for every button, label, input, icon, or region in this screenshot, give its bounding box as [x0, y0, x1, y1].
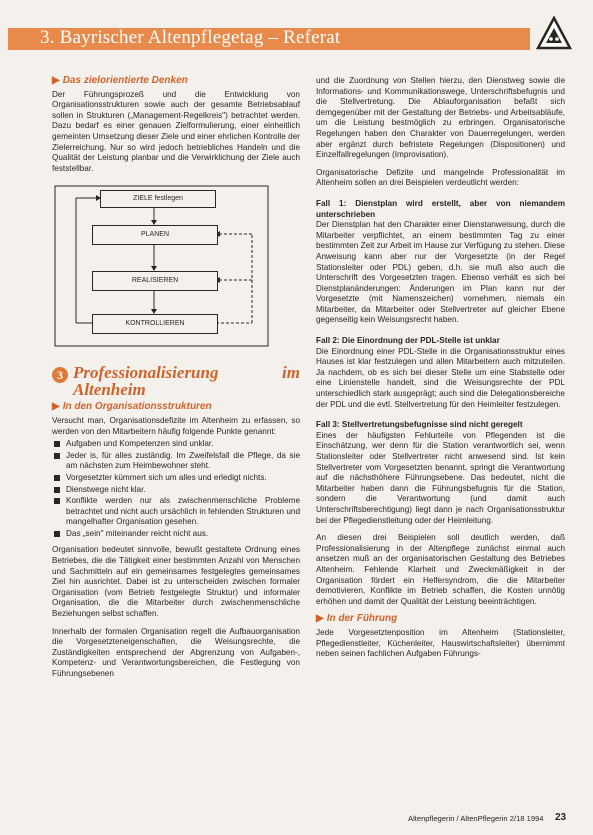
subheading-leadership-text: In der Führung [326, 613, 398, 625]
paragraph: Jede Vorgesetztenposition im Altenheim (Stationsleiter, Pflegedienstleiter, Küchenleiter, Hauswirtschaftsleiter) übernimmt neben seinen fachlichen Aufgaben Führungs- [316, 627, 565, 659]
left-column [52, 76, 300, 687]
right-column [316, 76, 565, 667]
deficit-list [52, 439, 300, 539]
case-2-title: Fall 2: Die Einordnung der PDL-Stelle ist unklar [316, 336, 500, 346]
paragraph: An diesen drei Beispielen soll deutlich werden, daß Professionalisierung in der Altenpflege zunächst einmal auch ansetzen muß an der organisatorischen Gestaltung des Betriebes Altenheim. Fehlende Klarheit und Zweckmäßigkeit in der Organisation fördert ein Helfersyndrom, die die Mitarbeiter demotivieren, Konflikte im Betrieb schaffen, die Kosten unnötig erhöhen und damit der Qualität der Leistung beeinträchtigen. [316, 533, 565, 606]
paragraph: Innerhalb der formalen Organisation regelt die Aufbauorganisation die Vorgesetzteneigenschaften, die Weisungsrechte, die Zuständigkeiten entsprechend der Abgrenzung von Aufgaben-, Kompetenz- und Verantwortungsbereichen, die Festlegung von Führungsebenen [52, 626, 300, 678]
paragraph: Der Führungsprozeß und die Entwicklung von Organisationsstrukturen sowie auch der gesamte Betriebsablauf sollen in Strukturen („Management-Regelkreis") betrachtet werden. Dazu bedarf es einer genauen Zielformulierung, einer einheitlich gemeinten Umsetzung dieser Ziele und einer ehrlichen Kontrolle der Zielerreichung. Nur so wird jedoch betriebliches Handeln und die Qualität der Leistung planbar und die Verwirklichung der Ziele auch feststellbar. [52, 89, 300, 173]
diagram-box-plan: PLANEN [92, 225, 218, 245]
case-1-title: Fall 1: Dienstplan wird erstellt, aber von niemandem unterschrieben [316, 198, 565, 219]
case-3-title: Fall 3: Stellvertretungsbefugnisse sind nicht geregelt [316, 420, 523, 430]
section-number: 3 [52, 367, 68, 383]
case-1-text: Der Dienstplan hat den Charakter einer Dienstanweisung, durch die Mitarbeiter verpflichtet, an einem bestimmten Tag zu einer bestimmten Zeit zur Arbeit im Hause zur Verfügung zu stehen. Diese Anweisung kann aber nur der Vorgesetzte (in der Regel Stationsleiter oder PDL) geben, d.h. sie muß also auch die Unterschrift des Vorgesetzten tragen. Ebenso verhält es sich bei Dienstplanänderungen: Änderungen im Plan kann nur der Vorgesetzte (mit Namenszeichen) vornehmen, niemals ein Mitarbeiter, da Mitarbeiter oder Stellvertreter auf gleicher Ebene gegenseitig kein Weisungsrecht haben. [316, 220, 565, 325]
subheading-goal-thinking: ▶ Das zielorientierte Denken [52, 75, 188, 86]
paragraph: Versucht man, Organisationsdefizite im Altenheim zu erfassen, so werden von den Mitarbeitern häufig folgende Punkte genannt: [52, 415, 300, 436]
section-heading [52, 364, 300, 398]
subheading-leadership: ▶ In der Führung [316, 613, 398, 625]
header-banner [0, 0, 593, 52]
diagram-box-goals: ZIELE festlegen [100, 190, 216, 208]
subheading-org-structures-text: In den Organisationsstrukturen [62, 401, 212, 413]
paragraph: Organisatorische Defizite und mangelnde Professionalität im Altenheim sollen an drei Beispielen verdeutlicht werden: [316, 167, 565, 188]
case-2-text: Die Einordnung einer PDL-Stelle in die Organisationsstruktur eines Hauses ist klar festzulegen und allen Mitarbeitern auch mitzuteilen. Ja nachdem, ob es sich bei dieser Stelle um eine Stabstelle oder eine Linienstelle handelt, sind die Weisungsrechte der PDL unterschiedlich stark ausgeprägt; auch sind die Delegationsbereiche der PDL und die evtl. Stellvertretung für den Heimleiter festzulegen. [316, 346, 565, 409]
triangle-logo-icon [536, 16, 572, 52]
list-item: Das „sein" miteinander reicht nicht aus. [52, 529, 300, 540]
subheading-org-structures: ▶ In den Organisationsstrukturen [52, 401, 212, 413]
management-cycle-diagram [52, 182, 300, 350]
case-3-text: Eines der häufigsten Fehlurteile von Pflegenden ist die Einschätzung, wer denn für die Station verantwortlich sei, wenn Stationsleiter oder Stellvertreter nicht anwesend sind. Ist kein Stellvertreter vom Vorgesetzten benannt, springt die Verantwortung auf die nächsthöhere Führungsebene. Das bedeutet, nicht die Mitarbeiter haben dann die Führungsbefugnis für die Station, sondern die Verantwortung (und damit auch Unterschriftsberechtigung) liegt dann je nach Organisationsstruktur bei der Pflegedienstleitung oder der Heimleitung. [316, 430, 565, 525]
page-number: 23 [555, 812, 567, 823]
paragraph: Organisation bedeutet sinnvolle, bewußt gestaltete Ordnung eines Betriebes, die die Tätigkeit einer bestimmten Anzahl von Menschen und Sachmitteln auf ein gemeinsames festgelegtes gemeinsames Ziel hin ausrichtet. Dabei ist zu unterscheiden zwischen formaler Organisation (vom Betrieb festgelegte Struktur) und informaler Organisation, die die Mitarbeiter durch zwischenmenschliche Beziehungen selbst schaffen. [52, 545, 300, 619]
subheading-goal-thinking-text: Das zielorientierte Denken [62, 75, 188, 86]
section-title: Professionalisierung im Altenheim [73, 363, 300, 400]
list-item: Dienstwege nicht klar. [52, 485, 300, 496]
list-item: Vorgesetzter kümmert sich um alles und erledigt nichts. [52, 473, 300, 484]
paragraph: und die Zuordnung von Stellen hierzu, den Dienstweg sowie die Informations- und Kommunikationswege, Unterschriftsbefugnis und die Stellvertretung. Die Ablauforganisation befaßt sich demgegenüber mit der Gestaltung der Betriebs- und Arbeitsabläufe, um die Leistung bestmöglich zu erbringen. Organisatorische Regelungen haben den Charakter von Dauerregelungen, werden aber ergänzt durch befristete Regelungen (Dispositionen) und Einzelfallregelungen (Improvisation). [316, 76, 565, 160]
footer-source: Altenpflegerin / AltenPflegerin 2/18 1994 [408, 814, 544, 823]
diagram-box-realize: REALISIEREN [92, 271, 218, 291]
diagram-box-control: KONTROLLIEREN [92, 314, 218, 334]
page-title: 3. Bayrischer Altenpflegetag – Referat [40, 27, 341, 48]
list-item: Konflikte werden nur als zwischenmenschliche Probleme betrachtet und nicht auch ursächlich in fehlenden Strukturen und mangelhafter Organisation gesehen. [52, 496, 300, 528]
list-item: Aufgaben und Kompetenzen sind unklar. [52, 439, 300, 450]
list-item: Jeder is, für alles zuständig. Im Zweifelsfall die Pflege, da sie am nächsten zum Heimbewohner steht. [52, 451, 300, 472]
